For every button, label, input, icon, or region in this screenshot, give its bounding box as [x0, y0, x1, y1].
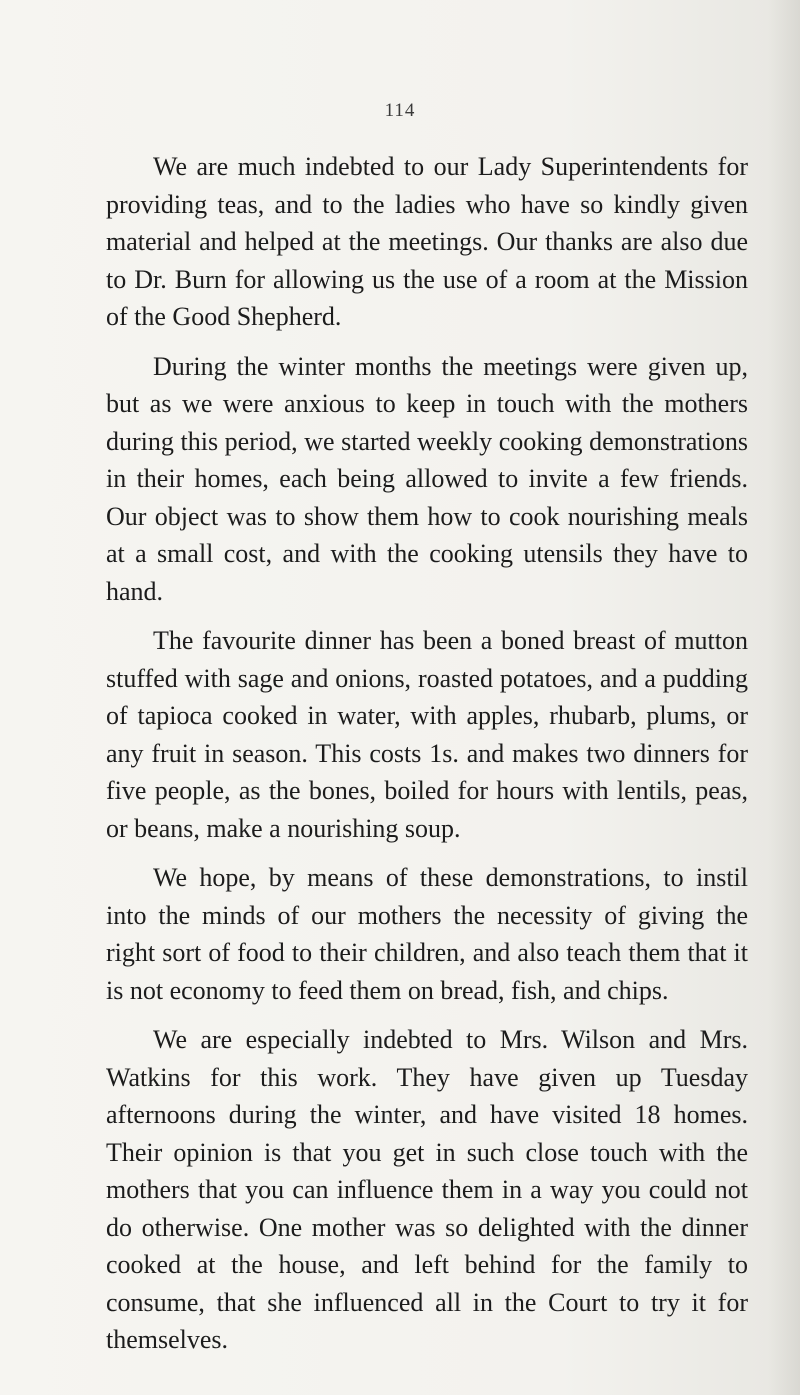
paragraph-purpose: We hope, by means of these demonstrations, to instil into the minds of our mothers the necessity of giving the right sort of food to their children, and also teach them that it is not economy to feed them on bread, fish, and chips. — [106, 863, 748, 1005]
paragraph-acknowledgement: We are especially indebted to Mrs. Wilson and Mrs. Watkins for this work. They have given up Tuesday afternoons during the winter, and have visited 18 homes. Their opinion is that you get in such close touch with the mothers that you can influence them in a way you could not do otherwise. One mother was so delighted with the dinner cooked at the house, and left behind for the family to consume, that she influenced all in the Court to try it for themselves. — [106, 1025, 748, 1354]
paragraph-winter-demonstrations: During the winter months the meetings were given up, but as we were anxious to keep in touch with the mothers during this period, we started weekly cooking demonstrations in their homes, each being allowed to invite a few friends. Our object was to show them how to cook nourishing meals at a small cost, and with the cooking utensils they have to hand. — [106, 351, 748, 606]
page-number: 114 — [384, 100, 416, 121]
paragraph-favourite-dinner: The favourite dinner has been a boned breast of mutton stuffed with sage and onions, roasted potatoes, and a pudding of tapioca cooked in water, with apples, rhubarb, plums, or any fruit in season. This costs 1s. and makes two dinners for five people, as the bones, boiled for hours with lentils, peas, or beans, make a nourishing soup. — [106, 626, 748, 843]
paragraph-thanks: We are much indebted to our Lady Superintendents for providing teas, and to the ladies who have so kindly given material and helped at the meetings. Our thanks are also due to Dr. Burn for allowing us the use of a room at the Mission of the Good Shepherd. — [106, 152, 748, 331]
body-text — [106, 148, 748, 1371]
